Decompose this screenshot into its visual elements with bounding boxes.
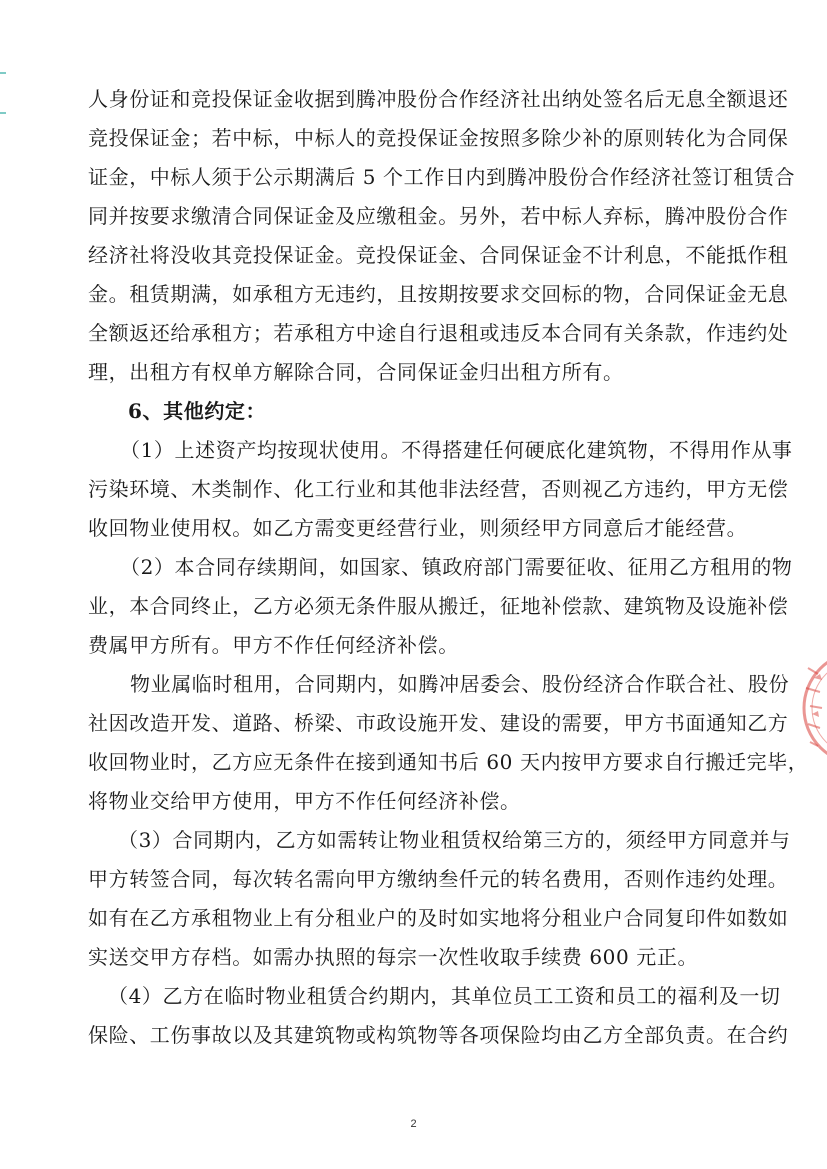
section-heading: 6、其他约定： [128, 399, 267, 423]
text-line: 将物业交给甲方使用，甲方不作任何经济补偿。 [88, 789, 521, 813]
page-number: 2 [410, 1118, 417, 1130]
text-line: 全额返还给承租方；若承租方中途自行退租或违反本合同有关条款，作违约处 [88, 321, 789, 345]
seal-graphic [800, 648, 827, 768]
text-line: （1）上述资产均按现状使用。不得搭建任何硬底化建筑物，不得用作从事 [120, 438, 793, 462]
text-line: 实送交甲方存档。如需办执照的每宗一次性收取手续费 600 元正。 [88, 945, 699, 969]
red-seal-stamp-icon [800, 648, 827, 768]
text-line: （4）乙方在临时物业租赁合约期内，其单位员工工资和员工的福利及一切 [108, 984, 781, 1008]
text-line: 如有在乙方承租物业上有分租业户的及时如实地将分租业户合同复印件如数如 [88, 906, 789, 930]
scan-edge-mark [0, 72, 6, 74]
text-line: （3）合同期内，乙方如需转让物业租赁权给第三方的，须经甲方同意并与 [118, 828, 791, 852]
text-line: 经济社将没收其竞投保证金。竞投保证金、合同保证金不计利息，不能抵作租 [88, 243, 789, 267]
text-line: 同并按要求缴清合同保证金及应缴租金。另外，若中标人弃标，腾冲股份合作 [88, 204, 789, 228]
scan-edge-mark [0, 112, 6, 114]
text-line: 社因改造开发、道路、桥梁、市政设施开发、建设的需要，甲方书面通知乙方 [88, 711, 789, 735]
text-line: 人身份证和竞投保证金收据到腾冲股份合作经济社出纳处签名后无息全额退还 [88, 87, 789, 111]
text-line: 甲方转签合同，每次转名需向甲方缴纳叁仟元的转名费用，否则作违约处理。 [88, 867, 789, 891]
text-line: （2）本合同存续期间，如国家、镇政府部门需要征收、征用乙方租用的物 [120, 555, 793, 579]
text-line: 业，本合同终止，乙方必须无条件服从搬迁，征地补偿款、建筑物及设施补偿 [88, 594, 789, 618]
text-line: 污染环境、木类制作、化工行业和其他非法经营，否则视乙方违约，甲方无偿 [88, 477, 789, 501]
text-line: 物业属临时租用，合同期内，如腾冲居委会、股份经济合作联合社、股份 [130, 672, 790, 696]
text-line: 费属甲方所有。甲方不作任何经济补偿。 [88, 633, 459, 657]
text-line: 金。租赁期满，如承租方无违约，且按期按要求交回标的物，合同保证金无息 [88, 282, 789, 306]
text-line: 理，出租方有权单方解除合同，合同保证金归出租方所有。 [88, 360, 624, 384]
text-line: 竞投保证金；若中标，中标人的竞投保证金按照多除少补的原则转化为合同保 [88, 126, 789, 150]
text-line: 收回物业时，乙方应无条件在接到通知书后 60 天内按甲方要求自行搬迁完毕， [88, 750, 809, 774]
text-line: 证金，中标人须于公示期满后 5 个工作日内到腾冲股份合作经济社签订租赁合 [88, 165, 796, 189]
text-line: 收回物业使用权。如乙方需变更经营行业，则须经甲方同意后才能经营。 [88, 516, 748, 540]
text-line: 保险、工伤事故以及其建筑物或构筑物等各项保险均由乙方全部负责。在合约 [88, 1023, 789, 1047]
